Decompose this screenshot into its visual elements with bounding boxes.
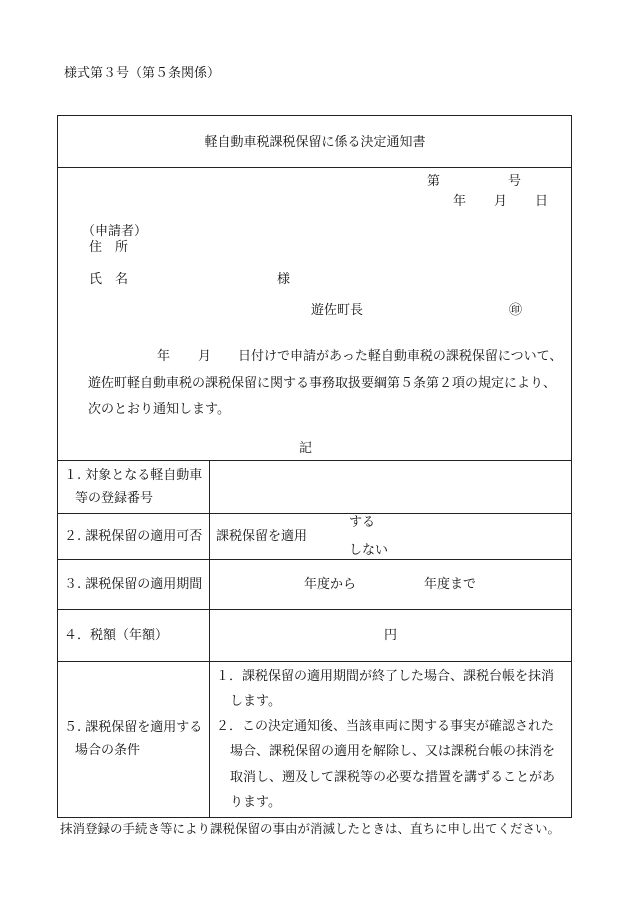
row5-label-line2: 場合の条件 [75,743,141,758]
document-title: 軽自動車税課税保留に係る決定通知書 [204,135,426,150]
ki-heading: 記 [299,441,313,456]
row4-label: ４．税額（年額） [64,628,169,643]
row3-from: 年度から [304,577,357,592]
body-year: 年 [157,349,171,364]
condition-line: します。 [230,694,281,709]
row2-value: 課税保留を適用 [216,529,308,544]
applicant-address-label: 住 所 [89,240,129,255]
notice-form-frame [57,115,572,818]
condition-line: 場合、課税保留の適用を解除し、又は課税台帳の抹消を [230,744,556,759]
body-month: 月 [198,349,212,364]
issuer-title: 遊佐町長 [311,303,364,318]
row5-label-line1: ５. 課税保留を適用する [64,720,203,735]
body-line2: 遊佐町軽自動車税の課税保留に関する事務取扱要綱第５条第２項の規定により、 [88,376,557,391]
row2-option-yes: する [349,515,376,530]
row2-label: ２. 課税保留の適用可否 [64,529,203,544]
applicant-label: （申請者） [82,224,148,239]
issuer-seal: ㊞ [509,303,523,318]
divider-row3 [57,609,572,610]
row1-label-line2: 等の登録番号 [75,491,154,506]
condition-line: １．課税保留の適用期間が終了した場合、課税台帳を抹消 [216,669,555,684]
table-column-divider [209,460,210,818]
doc-number-dai: 第 [427,174,441,189]
applicant-honorific: 様 [277,272,291,287]
divider-title [57,167,572,168]
divider-row1 [57,513,572,514]
date-day: 日 [535,194,549,209]
date-month: 月 [494,194,508,209]
condition-line: ２．この決定通知後、当該車両に関する事実が確認された [216,719,555,734]
divider-row4 [57,661,572,662]
footer-note: 抹消登録の手続き等により課税保留の事由が消滅したときは、直ちに申し出てください。 [60,821,561,836]
applicant-name-label: 氏 名 [89,272,129,287]
form-number: 様式第３号（第５条関係） [64,66,221,81]
divider-table-top [57,460,572,461]
row2-option-no: しない [349,543,389,558]
condition-line: ります。 [230,795,281,810]
condition-line: 取消し、遡及して課税等の必要な措置を講ずることがあ [230,770,556,785]
row4-unit: 円 [384,628,398,643]
row3-to: 年度まで [424,577,477,592]
row3-label: ３. 課税保留の適用期間 [64,577,203,592]
row1-label-line1: １. 対象となる軽自動車 [64,468,203,483]
divider-row2 [57,559,572,560]
body-line3: 次のとおり通知します。 [88,402,230,417]
body-line1: 日付けで申請があった軽自動車税の課税保留について、 [238,349,563,364]
date-year: 年 [453,194,467,209]
doc-number-go: 号 [508,174,522,189]
